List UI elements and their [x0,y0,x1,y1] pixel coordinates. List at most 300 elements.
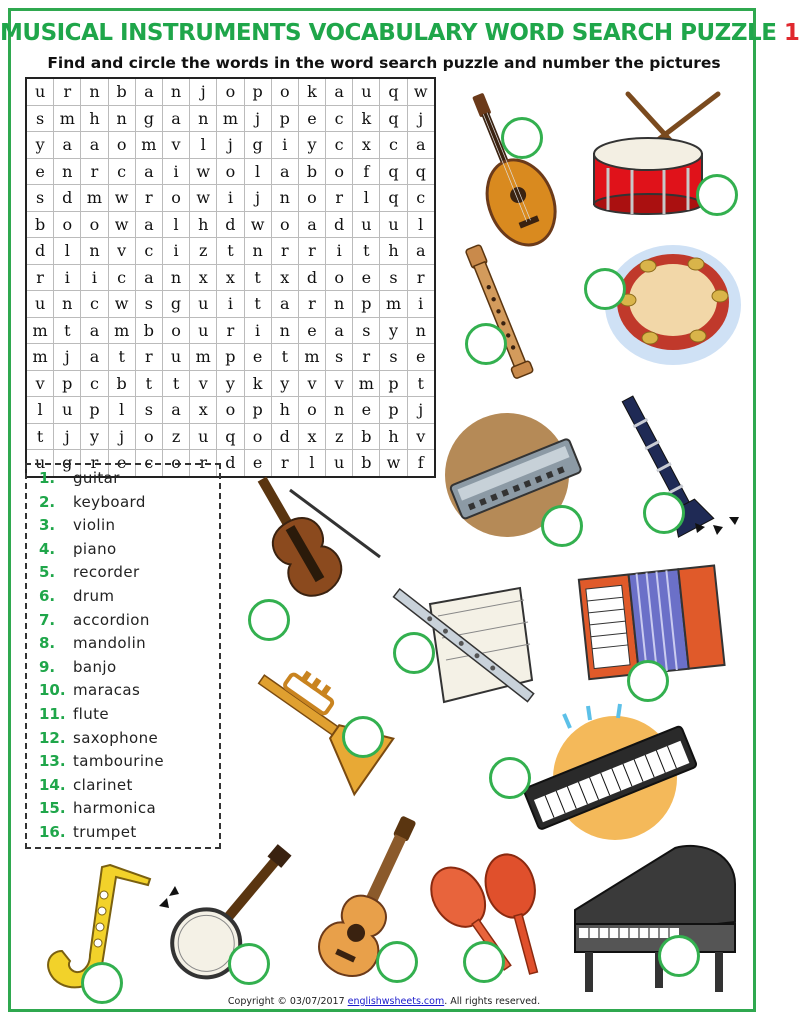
grid-letter[interactable]: e [298,317,325,344]
site-link[interactable]: englishwsheets.com [347,996,445,1007]
grid-letter[interactable]: n [108,105,135,132]
grid-letter[interactable]: o [217,397,244,424]
grid-row [26,423,435,450]
grid-letter[interactable]: t [244,291,271,318]
grid-letter[interactable]: k [244,370,271,397]
grid-letter[interactable]: j [54,423,81,450]
grid-letter[interactable]: s [326,344,353,371]
grid-letter[interactable]: m [353,370,380,397]
grid-letter[interactable]: i [162,238,189,265]
grid-letter[interactable]: s [26,105,54,132]
word-number: 9. [39,657,56,676]
word-list-item [39,563,140,585]
grid-letter[interactable]: a [81,344,108,371]
grid-letter[interactable]: m [54,105,81,132]
grid-letter[interactable]: s [135,291,162,318]
word-text: violin [73,516,116,535]
grid-letter[interactable]: p [54,370,81,397]
grid-row [26,105,435,132]
answer-circle[interactable] [696,174,738,216]
grid-letter[interactable]: r [81,158,108,185]
word-list-item [39,705,109,727]
word-number: 8. [39,634,56,653]
grid-letter[interactable]: a [407,238,435,265]
grid-letter[interactable]: f [407,450,435,477]
grid-letter[interactable]: a [54,132,81,159]
grid-letter[interactable]: u [26,450,54,477]
grid-letter[interactable]: y [298,132,325,159]
grid-letter[interactable]: a [135,78,162,105]
grid-letter[interactable]: e [26,158,54,185]
grid-letter[interactable]: b [135,317,162,344]
grid-letter[interactable]: l [54,238,81,265]
grid-letter[interactable]: t [162,370,189,397]
grid-letter[interactable]: p [81,397,108,424]
grid-letter[interactable]: x [298,423,325,450]
grid-letter[interactable]: c [380,132,407,159]
word-list-item [39,611,150,633]
grid-letter[interactable]: e [353,264,380,291]
word-text: flute [73,705,110,723]
grid-letter[interactable]: u [380,211,407,238]
grid-letter[interactable]: j [244,105,271,132]
grid-letter[interactable]: i [54,264,81,291]
grid-letter[interactable]: e [407,344,435,371]
grid-letter[interactable]: z [190,238,217,265]
grid-letter[interactable]: w [380,450,407,477]
grid-letter[interactable]: v [407,423,435,450]
word-number: 7. [39,610,56,629]
grid-letter[interactable]: j [407,397,435,424]
grid-letter[interactable]: w [108,211,135,238]
word-list-item [39,516,115,538]
grid-letter[interactable]: v [108,238,135,265]
grid-letter[interactable]: m [135,132,162,159]
grid-letter[interactable]: b [298,158,325,185]
grid-letter[interactable]: o [244,423,271,450]
word-list-item [39,587,114,609]
grid-letter[interactable]: d [217,450,244,477]
grid-letter[interactable]: n [271,317,298,344]
grid-letter[interactable]: j [217,132,244,159]
grid-letter[interactable]: c [81,370,108,397]
word-list-item [39,729,158,751]
grid-letter[interactable]: i [162,158,189,185]
grid-letter[interactable]: r [326,185,353,212]
grid-letter[interactable]: n [81,238,108,265]
answer-circle[interactable] [228,943,270,985]
grid-row [26,211,435,238]
grid-letter[interactable]: w [407,78,435,105]
grid-letter[interactable]: n [271,185,298,212]
grid-letter[interactable]: o [217,158,244,185]
grid-letter[interactable]: m [190,344,217,371]
grid-letter[interactable]: s [353,317,380,344]
grid-letter[interactable]: u [54,397,81,424]
grid-letter[interactable]: r [81,450,108,477]
grid-letter[interactable]: w [108,291,135,318]
grid-letter[interactable]: t [353,238,380,265]
grid-letter[interactable]: a [162,105,189,132]
grid-letter[interactable]: o [271,78,298,105]
grid-letter[interactable]: n [54,291,81,318]
grid-letter[interactable]: w [108,185,135,212]
grid-letter[interactable]: r [407,264,435,291]
grid-letter[interactable]: p [271,105,298,132]
grid-letter[interactable]: n [162,264,189,291]
grid-letter[interactable]: e [244,344,271,371]
piano-picture [565,840,745,1000]
grid-letter[interactable]: c [326,132,353,159]
grid-letter[interactable]: y [271,370,298,397]
grid-letter[interactable]: t [217,238,244,265]
grid-letter[interactable]: t [108,344,135,371]
grid-letter[interactable]: c [108,158,135,185]
grid-letter[interactable]: x [190,397,217,424]
grid-letter[interactable]: d [217,211,244,238]
answer-circle[interactable] [463,941,505,983]
grid-letter[interactable]: x [190,264,217,291]
grid-letter[interactable]: d [298,264,325,291]
grid-letter[interactable]: q [380,78,407,105]
grid-letter[interactable]: i [217,291,244,318]
grid-letter[interactable]: u [353,211,380,238]
grid-letter[interactable]: e [298,105,325,132]
grid-letter[interactable]: v [26,370,54,397]
word-number: 14. [39,775,66,794]
grid-letter[interactable]: n [54,158,81,185]
word-text: keyboard [73,492,146,511]
grid-letter[interactable]: n [244,238,271,265]
grid-letter[interactable]: l [162,211,189,238]
grid-letter[interactable]: r [298,238,325,265]
word-text: accordion [73,610,150,629]
grid-letter[interactable]: r [217,317,244,344]
grid-letter[interactable]: n [326,397,353,424]
grid-letter[interactable]: m [108,317,135,344]
grid-letter[interactable]: w [190,185,217,212]
grid-letter[interactable]: l [26,397,54,424]
grid-letter[interactable]: r [353,344,380,371]
grid-letter[interactable]: x [271,264,298,291]
page-title: MUSICAL INSTRUMENTS VOCABULARY WORD SEARCH PUZZLE 1 [0,20,799,46]
grid-letter[interactable]: c [407,185,435,212]
word-list-item [39,752,164,774]
grid-letter[interactable]: q [380,185,407,212]
grid-letter[interactable]: e [353,397,380,424]
grid-letter[interactable]: v [162,132,189,159]
grid-letter[interactable]: d [26,238,54,265]
grid-letter[interactable]: z [162,423,189,450]
grid-letter[interactable]: o [326,158,353,185]
grid-letter[interactable]: e [108,450,135,477]
grid-letter[interactable]: k [298,78,325,105]
grid-letter[interactable]: c [81,291,108,318]
grid-letter[interactable]: m [298,344,325,371]
grid-letter[interactable]: a [271,291,298,318]
answer-circle[interactable] [248,599,290,641]
grid-letter[interactable]: l [353,185,380,212]
grid-letter[interactable]: c [135,450,162,477]
word-list-item [39,469,120,491]
answer-circle[interactable] [465,323,507,365]
grid-letter[interactable]: a [81,317,108,344]
grid-row [26,397,435,424]
grid-letter[interactable]: b [108,370,135,397]
grid-letter[interactable]: r [54,78,81,105]
grid-letter[interactable]: a [135,264,162,291]
grid-letter[interactable]: t [135,370,162,397]
grid-letter[interactable]: h [190,211,217,238]
answer-circle[interactable] [627,660,669,702]
word-list-item [39,540,117,562]
grid-letter[interactable]: v [298,370,325,397]
grid-letter[interactable]: j [244,185,271,212]
grid-letter[interactable]: u [190,317,217,344]
grid-letter[interactable]: g [244,132,271,159]
grid-letter[interactable]: l [298,450,325,477]
grid-letter[interactable]: n [326,291,353,318]
answer-circle[interactable] [342,716,384,758]
grid-letter[interactable]: q [217,423,244,450]
grid-letter[interactable]: j [190,78,217,105]
grid-letter[interactable]: t [271,344,298,371]
word-number: 11. [39,705,66,723]
grid-letter[interactable]: r [135,185,162,212]
word-list-item [39,493,146,515]
word-list-item [39,658,117,680]
title-number: 1 [783,20,799,46]
grid-letter[interactable]: x [353,132,380,159]
mandolin-picture [448,85,568,255]
grid-letter[interactable]: a [326,78,353,105]
answer-circle[interactable] [658,935,700,977]
grid-letter[interactable]: o [81,211,108,238]
grid-letter[interactable]: i [81,264,108,291]
answer-circle[interactable] [541,505,583,547]
grid-letter[interactable]: o [162,317,189,344]
grid-letter[interactable]: r [271,450,298,477]
grid-letter[interactable]: i [271,132,298,159]
grid-letter[interactable]: o [298,397,325,424]
grid-letter[interactable]: j [407,105,435,132]
grid-letter[interactable]: r [190,450,217,477]
grid-letter[interactable]: c [108,264,135,291]
grid-row [26,344,435,371]
grid-letter[interactable]: w [190,158,217,185]
grid-letter[interactable]: u [190,291,217,318]
grid-letter[interactable]: k [353,105,380,132]
grid-letter[interactable]: m [81,185,108,212]
grid-letter[interactable]: j [108,423,135,450]
word-number: 13. [39,752,66,771]
grid-row [26,78,435,105]
grid-letter[interactable]: y [380,317,407,344]
grid-letter[interactable]: r [135,344,162,371]
grid-row [26,132,435,159]
grid-letter[interactable]: o [271,211,298,238]
grid-letter[interactable]: t [54,317,81,344]
word-text: mandolin [73,634,147,653]
grid-letter[interactable]: l [108,397,135,424]
word-number: 5. [39,563,56,582]
grid-letter[interactable]: b [26,211,54,238]
grid-letter[interactable]: b [353,450,380,477]
grid-letter[interactable]: d [54,185,81,212]
violin-picture [240,465,390,610]
grid-letter[interactable]: v [326,370,353,397]
grid-letter[interactable]: p [217,344,244,371]
grid-letter[interactable]: t [244,264,271,291]
grid-letter[interactable]: i [407,291,435,318]
grid-letter[interactable]: o [162,185,189,212]
grid-letter[interactable]: u [162,344,189,371]
word-number: 10. [39,681,66,700]
word-list-item [39,799,156,821]
grid-letter[interactable]: f [353,158,380,185]
grid-letter[interactable]: j [54,344,81,371]
grid-letter[interactable]: m [26,317,54,344]
grid-letter[interactable]: s [135,397,162,424]
grid-row [26,238,435,265]
grid-letter[interactable]: y [217,370,244,397]
grid-letter[interactable]: t [26,423,54,450]
grid-letter[interactable]: g [135,105,162,132]
word-search-grid[interactable] [25,77,436,478]
grid-letter[interactable]: m [217,105,244,132]
grid-letter[interactable]: r [298,291,325,318]
grid-letter[interactable]: d [271,423,298,450]
word-text: trumpet [73,823,137,841]
grid-letter[interactable]: l [190,132,217,159]
grid-letter[interactable]: u [190,423,217,450]
grid-letter[interactable]: p [380,370,407,397]
grid-letter[interactable]: a [81,132,108,159]
grid-letter[interactable]: o [162,450,189,477]
grid-letter[interactable]: o [298,185,325,212]
grid-letter[interactable]: h [380,423,407,450]
word-number: 6. [39,587,56,605]
grid-letter[interactable]: i [244,317,271,344]
grid-letter[interactable]: u [26,78,54,105]
word-text: clarinet [73,775,133,794]
grid-letter[interactable]: y [26,132,54,159]
grid-letter[interactable]: n [190,105,217,132]
grid-letter[interactable]: t [407,370,435,397]
grid-letter[interactable]: x [217,264,244,291]
grid-letter[interactable]: a [135,211,162,238]
answer-circle[interactable] [584,268,626,310]
grid-letter[interactable]: w [244,211,271,238]
tambourine-picture [598,240,748,370]
grid-letter[interactable]: a [135,158,162,185]
grid-letter[interactable]: e [244,450,271,477]
answer-circle[interactable] [376,941,418,983]
grid-letter[interactable]: g [162,291,189,318]
grid-letter[interactable]: a [298,211,325,238]
grid-letter[interactable]: l [244,158,271,185]
word-text: tambourine [73,752,164,771]
instructions: Find and circle the words in the word search puzzle and number the pictures [47,54,721,72]
grid-letter[interactable]: n [407,317,435,344]
grid-letter[interactable]: n [81,78,108,105]
grid-letter[interactable]: p [244,78,271,105]
answer-circle[interactable] [489,757,531,799]
word-text: saxophone [73,728,159,747]
grid-letter[interactable]: a [162,397,189,424]
word-text: recorder [73,563,140,582]
grid-letter[interactable]: p [244,397,271,424]
word-number: 12. [39,728,66,747]
word-number: 1. [39,469,56,487]
grid-letter[interactable]: u [26,291,54,318]
grid-letter[interactable]: p [353,291,380,318]
grid-letter[interactable]: l [407,211,435,238]
grid-letter[interactable]: i [326,238,353,265]
grid-letter[interactable]: r [271,238,298,265]
grid-letter[interactable]: q [380,158,407,185]
word-number: 15. [39,799,66,818]
grid-letter[interactable]: r [26,264,54,291]
grid-letter[interactable]: c [135,238,162,265]
grid-letter[interactable]: o [135,423,162,450]
grid-row [26,185,435,212]
grid-letter[interactable]: i [217,185,244,212]
grid-letter[interactable]: v [190,370,217,397]
grid-letter[interactable]: o [326,264,353,291]
grid-letter[interactable]: m [380,291,407,318]
grid-letter[interactable]: b [108,78,135,105]
word-list-item [39,823,137,845]
grid-letter[interactable]: o [108,132,135,159]
grid-letter[interactable]: s [380,264,407,291]
grid-row [26,291,435,318]
answer-circle[interactable] [501,117,543,159]
grid-letter[interactable]: m [26,344,54,371]
grid-letter[interactable]: g [54,450,81,477]
grid-letter[interactable]: p [380,397,407,424]
grid-letter[interactable]: s [380,344,407,371]
grid-letter[interactable]: o [217,78,244,105]
answer-circle[interactable] [393,632,435,674]
grid-letter[interactable]: y [81,423,108,450]
grid-letter[interactable]: u [353,78,380,105]
grid-letter[interactable]: a [407,132,435,159]
grid-letter[interactable]: q [407,158,435,185]
grid-letter[interactable]: o [54,211,81,238]
grid-row [26,317,435,344]
grid-letter[interactable]: b [353,423,380,450]
answer-circle[interactable] [643,492,685,534]
grid-letter[interactable]: c [326,105,353,132]
grid-letter[interactable]: n [162,78,189,105]
grid-letter[interactable]: a [326,317,353,344]
grid-letter[interactable]: z [326,423,353,450]
grid-letter[interactable]: d [326,211,353,238]
grid-letter[interactable]: h [271,397,298,424]
word-text: harmonica [73,799,157,818]
grid-letter[interactable]: q [380,105,407,132]
word-number: 2. [39,492,56,511]
word-text: guitar [73,469,120,487]
grid-letter[interactable]: h [380,238,407,265]
word-text: banjo [73,657,117,676]
grid-letter[interactable]: h [81,105,108,132]
word-list-item [39,634,146,656]
grid-letter[interactable]: a [271,158,298,185]
grid-letter[interactable]: u [326,450,353,477]
grid-letter[interactable]: s [26,185,54,212]
